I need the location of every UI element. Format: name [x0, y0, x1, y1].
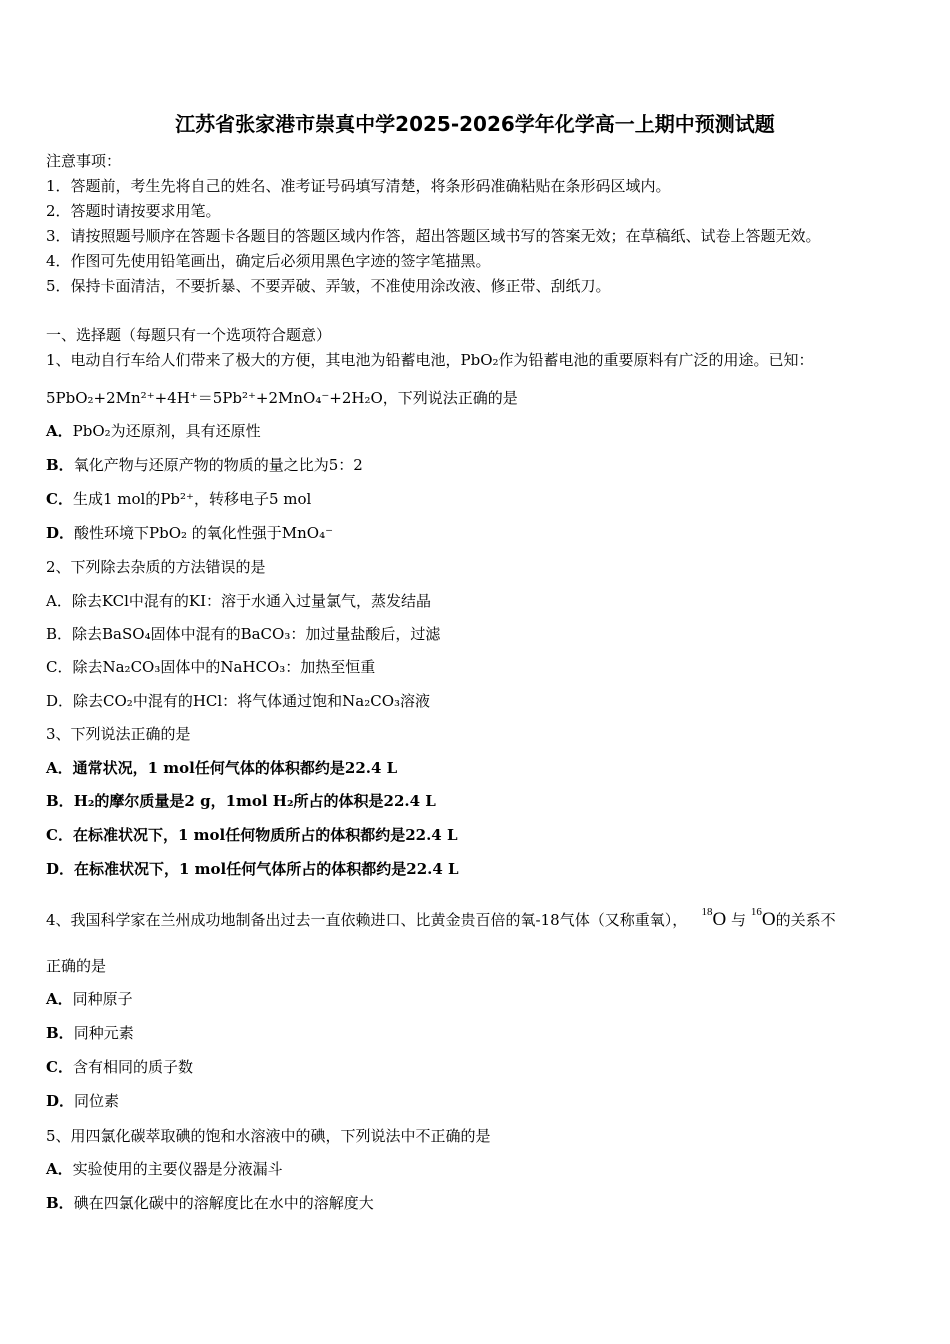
option: C．含有相同的质子数: [46, 1058, 193, 1076]
option: C．生成1 mol的Pb²⁺，转移电子5 mol: [46, 490, 312, 508]
question-1-equation: 5PbO₂+2Mn²⁺+4H⁺＝5Pb²⁺+2MnO₄⁻+2H₂O，下列说法正确的是: [46, 389, 518, 407]
isotope-o16: $^{16}$O: [750, 906, 776, 930]
option: A．除去KCl中混有的KI：溶于水通入过量氯气，蒸发结晶: [46, 592, 432, 610]
option: A．通常状况，1 mol任何气体的体积都约是22.4 L: [46, 759, 398, 777]
option: B．碘在四氯化碳中的溶解度比在水中的溶解度大: [46, 1194, 374, 1212]
option: B．除去BaSO₄固体中混有的BaCO₃：加过量盐酸后，过滤: [46, 625, 441, 643]
note-item: 4．作图可先使用铅笔画出，确定后必须用黑色字迹的签字笔描黑。: [46, 252, 491, 270]
note-item: 3．请按照题号顺序在答题卡各题目的答题区域内作答，超出答题区域书写的答案无效；在草稿纸、试卷上答题无效。: [46, 227, 821, 245]
question-3-stem: 3、下列说法正确的是: [46, 725, 191, 743]
option: D．在标准状况下，1 mol任何气体所占的体积都约是22.4 L: [46, 860, 459, 878]
note-item: 2．答题时请按要求用笔。: [46, 202, 221, 220]
option: D．同位素: [46, 1092, 120, 1110]
option: A．PbO₂为还原剂，具有还原性: [46, 422, 261, 440]
option: D．酸性环境下PbO₂ 的氧化性强于MnO₄⁻: [46, 524, 334, 542]
question-4-stem-cont: 正确的是: [46, 957, 107, 975]
option: D．除去CO₂中混有的HCl：将气体通过饱和Na₂CO₃溶液: [46, 692, 431, 710]
question-1-stem: 1、电动自行车给人们带来了极大的方便，其电池为铅蓄电池，PbO₂作为铅蓄电池的重要原料有广泛的用途。已知：: [46, 351, 814, 369]
option: B．H₂的摩尔质量是2 g，1mol H₂所占的体积是22.4 L: [46, 792, 436, 810]
page-title: 江苏省张家港市崇真中学2025-2026学年化学高一上期中预测试题: [175, 112, 775, 136]
note-item: 1．答题前，考生先将自己的姓名、准考证号码填写清楚，将条形码准确粘贴在条形码区域内。: [46, 177, 671, 195]
note-item: 5．保持卡面清洁，不要折暴、不要弄破、弄皱，不准使用涂改液、修正带、刮纸刀。: [46, 277, 611, 295]
section-heading: 一、选择题（每题只有一个选项符合题意）: [46, 326, 332, 344]
option: A．同种原子: [46, 990, 133, 1008]
question-5-stem: 5、用四氯化碳萃取碘的饱和水溶液中的碘，下列说法中不正确的是: [46, 1127, 491, 1145]
option: B．同种元素: [46, 1024, 134, 1042]
notes-heading: 注意事项：: [46, 152, 122, 170]
option: C．在标准状况下，1 mol任何物质所占的体积都约是22.4 L: [46, 826, 458, 844]
option: A．实验使用的主要仪器是分液漏斗: [46, 1160, 283, 1178]
isotope-o18: $^{18}$O: [701, 906, 727, 930]
option: B．氧化产物与还原产物的物质的量之比为5：2: [46, 456, 363, 474]
question-2-stem: 2、下列除去杂质的方法错误的是: [46, 558, 266, 576]
question-4-stem: 4、我国科学家在兰州成功地制备出过去一直依赖进口、比黄金贵百倍的氧-18气体（又称重氧）， $^{18}$O 与 $^{16}$O的关系不: [46, 906, 836, 930]
option: C．除去Na₂CO₃固体中的NaHCO₃：加热至恒重: [46, 658, 376, 676]
